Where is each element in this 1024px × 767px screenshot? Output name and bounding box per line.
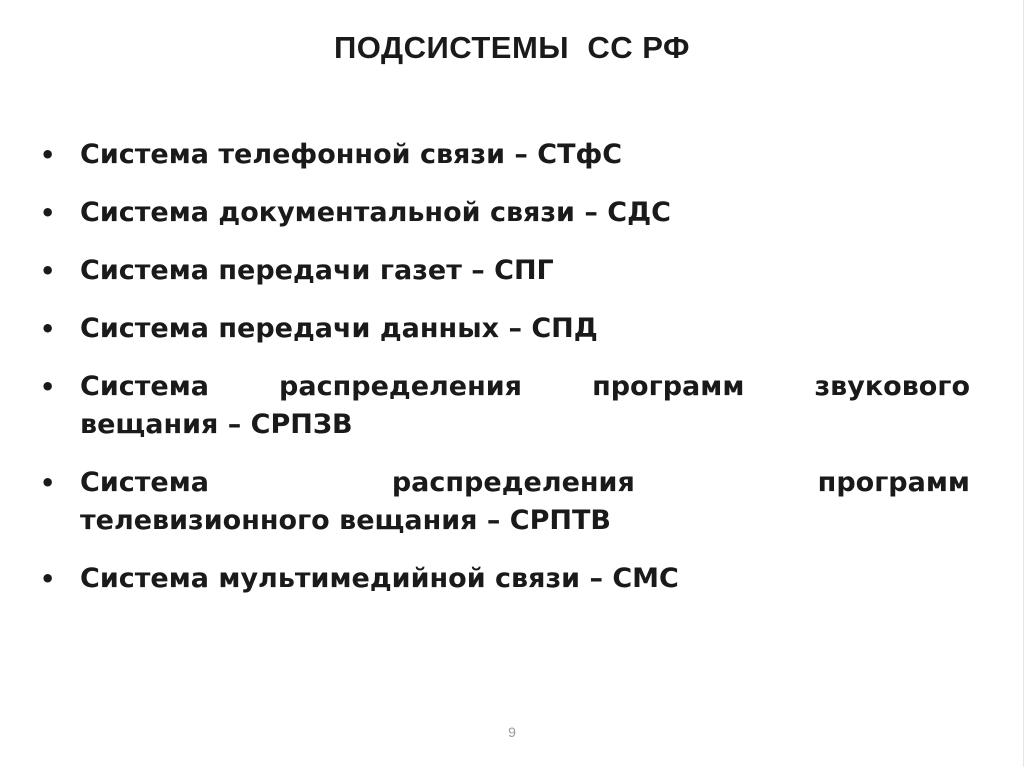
list-item-text-continued: телевизионного вещания – СРПТВ [80,505,611,536]
bullet-icon: • [40,199,56,227]
bullet-list [40,136,970,618]
list-item [40,310,970,348]
list-item [40,136,970,174]
list-item-text: Система передачи данных – СПД [80,313,598,344]
bullet-icon: • [40,373,56,401]
list-item-text: Система телефонной связи – СТфС [80,139,623,170]
page-number: 9 [508,724,516,740]
bullet-icon: • [40,469,56,497]
list-item [40,560,970,598]
list-item [40,464,970,540]
list-item-text: Система мультимедийной связи – СМС [80,563,679,594]
list-item-text: Система распределения программ [80,467,970,498]
list-item-text: Система распределения программ звукового [80,371,970,402]
slide-title: ПОДСИСТЕМЫ СС РФ [334,30,690,65]
bullet-icon: • [40,565,56,593]
bullet-icon: • [40,315,56,343]
list-item [40,252,970,290]
bullet-icon: • [40,257,56,285]
list-item [40,194,970,232]
list-item [40,368,970,444]
list-item-text: Система документальной связи – СДС [80,197,671,228]
bullet-icon: • [40,141,56,169]
list-item-text-continued: вещания – СРПЗВ [80,409,353,440]
list-item-text: Система передачи газет – СПГ [80,255,554,286]
